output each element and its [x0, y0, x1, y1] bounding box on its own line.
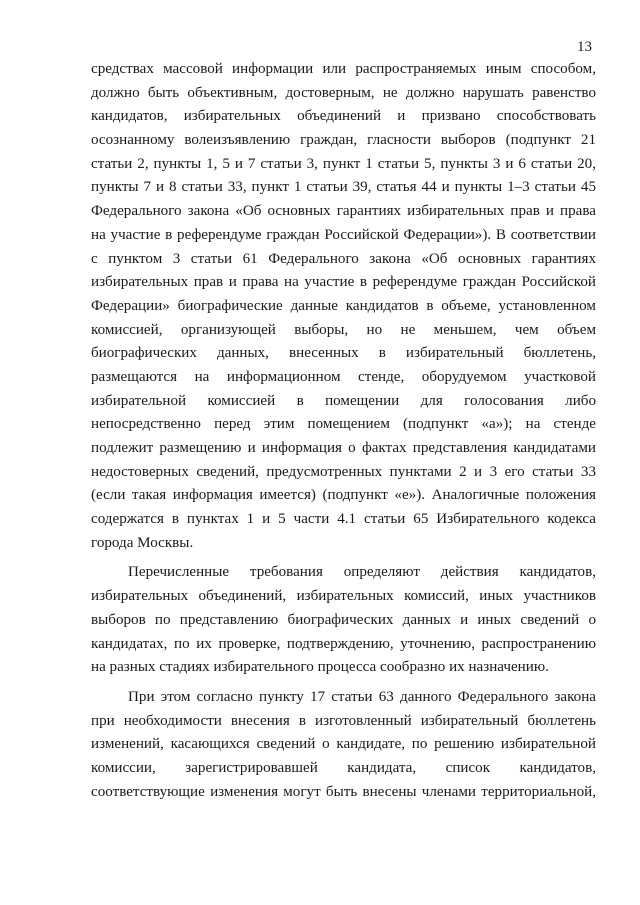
- text-line: подлежит размещению и информация о фактах представления кандидатами: [91, 440, 596, 456]
- text-line: Федерации» биографические данные кандидатов в объеме, установленном: [91, 297, 596, 314]
- text-line: кандидатов, избирательных объединений и призвано способствовать: [91, 108, 596, 125]
- text-line: с пунктом 3 статьи 61 Федерального закона «Об основных гарантиях: [91, 250, 596, 267]
- text-line: должно быть объективным, достоверным, не должно нарушать равенство: [91, 84, 596, 101]
- text-line: при необходимости внесения в изготовленный избирательный бюллетень: [91, 712, 596, 729]
- text-line: содержатся в пунктах 1 и 5 части 4.1 статьи 65 Избирательного кодекса: [91, 511, 596, 528]
- text-line: избирательной комиссией в помещении для голосования либо: [91, 392, 596, 409]
- text-line: биографических данных, внесенных в избирательный бюллетень,: [91, 345, 596, 362]
- text-line: комиссии, зарегистрировавшей кандидата, список кандидатов,: [91, 759, 596, 776]
- text-line: При этом согласно пункту 17 статьи 63 данного Федерального закона: [128, 688, 596, 705]
- text-line: избирательных объединений, избирательных комиссий, иных участников: [91, 588, 596, 605]
- page-number: 13: [577, 39, 592, 55]
- text-line: города Москвы.: [91, 534, 194, 551]
- text-line: размещаются на информационном стенде, оборудуемом участковой: [91, 368, 596, 385]
- paragraph: [91, 686, 596, 804]
- text-line: (если такая информация имеется) (подпункт «е»). Аналогичные положения: [91, 487, 596, 504]
- document-body: [91, 58, 596, 804]
- paragraph: [91, 58, 596, 555]
- text-line: статьи 2, пункты 1, 5 и 7 статьи 3, пункт 1 статьи 5, пункты 3 и 6 статьи 20,: [91, 155, 596, 172]
- text-line: кандидатах, по их проверке, подтверждению, уточнению, распространению: [91, 635, 596, 652]
- paragraph: [91, 561, 596, 679]
- text-line: комиссией, организующей выборы, но не меньшем, чем объем: [91, 321, 596, 338]
- text-line: осознанному волеизъявлению граждан, гласности выборов (подпункт 21: [91, 132, 596, 149]
- text-line: на участие в референдуме граждан Российской Федерации»). В соответствии: [91, 226, 596, 243]
- text-line: средствах массовой информации или распространяемых иным способом,: [91, 61, 596, 77]
- text-line: избирательных прав и права на участие в референдуме граждан Российской: [91, 274, 596, 291]
- text-line: Федерального закона «Об основных гарантиях избирательных прав и права: [91, 203, 596, 220]
- text-line: пункты 7 и 8 статьи 33, пункт 1 статьи 39, статья 44 и пункты 1–3 статьи 45: [91, 179, 596, 196]
- text-line: на разных стадиях избирательного процесса сообразно их назначению.: [91, 659, 549, 676]
- text-line: Перечисленные требования определяют действия кандидатов,: [128, 564, 596, 581]
- text-line: изменений, касающихся сведений о кандидате, по решению избирательной: [91, 736, 596, 753]
- text-line: непосредственно перед этим помещением (подпункт «а»); на стенде: [91, 416, 596, 433]
- text-line: выборов по представлению биографических данных и иных сведений о: [91, 611, 596, 628]
- text-line: недостоверных сведений, предусмотренных пунктами 2 и 3 его статьи 33: [91, 463, 596, 480]
- text-line: соответствующие изменения могут быть внесены членами территориальной,: [91, 783, 596, 800]
